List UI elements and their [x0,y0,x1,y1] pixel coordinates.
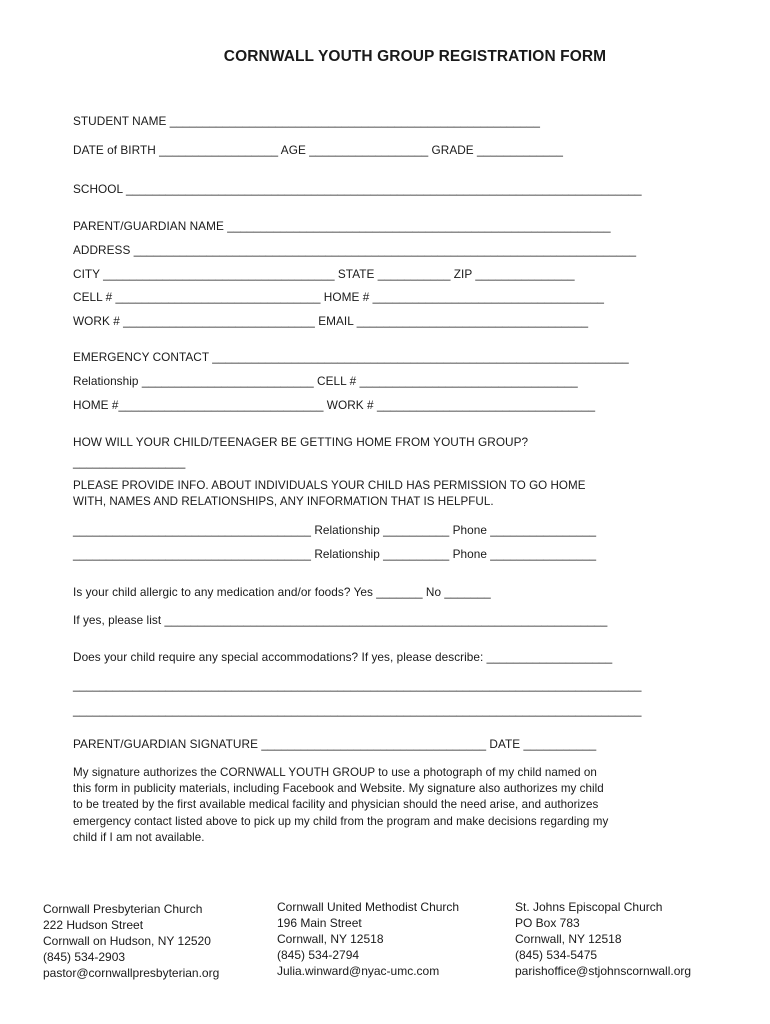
authorization-line: emergency contact listed above to pick up my child from the program and make decisions regarding my [73,814,609,828]
church-name: Cornwall United Methodist Church [277,900,460,914]
allergy-list-field: If yes, please list ___________________________________________________________________ [73,613,608,627]
address-field: ADDRESS ____________________________________________________________________________ [73,243,637,257]
city-state-zip-fields: CITY ___________________________________ STATE ___________ ZIP _______________ [73,267,575,281]
footer-episcopal-church [515,899,691,979]
relationship-cell-fields: Relationship __________________________ CELL # _________________________________ [73,374,578,388]
accommodations-blank-line: ______________________________________________________________________________________ [73,678,642,692]
permission-instructions-line: WITH, NAMES AND RELATIONSHIPS, ANY INFORMATION THAT IS HELPFUL. [73,495,494,509]
signature-date-fields: PARENT/GUARDIAN SIGNATURE __________________________________ DATE ___________ [73,737,597,751]
cell-home-fields: CELL # _______________________________ HOME # ___________________________________ [73,290,605,304]
authorization-line: child if I am not available. [73,830,205,844]
authorization-line: My signature authorizes the CORNWALL YOUTH GROUP to use a photograph of my child named on [73,766,597,779]
getting-home-blank: _________________ [73,455,186,469]
school-field: SCHOOL ______________________________________________________________________________ [73,182,642,196]
church-phone: (845) 534-2794 [277,948,360,962]
allergy-question: Is your child allergic to any medication and/or foods? Yes _______ No _______ [73,585,491,599]
authorization-line: to be treated by the first available medical facility and physician should the need arise, and authorizes [73,798,599,812]
student-name-field: STUDENT NAME ________________________________________________________ [73,114,540,128]
permission-person-1: ____________________________________ Relationship __________ Phone ________________ [73,523,597,537]
church-address: 196 Main Street [277,916,362,930]
getting-home-question: HOW WILL YOUR CHILD/TEENAGER BE GETTING HOME FROM YOUTH GROUP? [73,435,529,449]
authorization-line: this form in publicity materials, including Facebook and Website. My signature also authorizes my child [73,782,604,796]
church-city: Cornwall on Hudson, NY 12520 [43,934,211,948]
footer-presbyterian-church [43,901,219,981]
authorization-paragraph [73,765,608,846]
church-phone: (845) 534-5475 [515,948,598,962]
church-name: St. Johns Episcopal Church [515,900,663,914]
accommodations-blank-line: ______________________________________________________________________________________ [73,703,642,717]
work-email-fields: WORK # _____________________________ EMAIL ___________________________________ [73,314,589,328]
home-work-fields: HOME #_______________________________ WORK # _________________________________ [73,398,596,412]
church-phone: (845) 534-2903 [43,950,126,964]
form-title: CORNWALL YOUTH GROUP REGISTRATION FORM [223,48,607,65]
church-address: 222 Hudson Street [43,918,144,932]
permission-person-2: ____________________________________ Relationship __________ Phone ________________ [73,547,597,561]
emergency-contact-field: EMERGENCY CONTACT _______________________________________________________________ [73,350,629,364]
permission-instructions [73,478,586,510]
church-name: Cornwall Presbyterian Church [43,902,203,916]
permission-instructions-line: PLEASE PROVIDE INFO. ABOUT INDIVIDUALS YOUR CHILD HAS PERMISSION TO GO HOME [73,479,586,492]
church-email: parishoffice@stjohnscornwall.org [515,964,692,978]
accommodations-question: Does your child require any special accommodations? If yes, please describe: ___________________ [73,650,613,664]
dob-age-grade-fields: DATE of BIRTH __________________ AGE __________________ GRADE _____________ [73,143,563,157]
church-email: pastor@cornwallpresbyterian.org [43,966,220,980]
church-city: Cornwall, NY 12518 [515,932,622,946]
church-city: Cornwall, NY 12518 [277,932,384,946]
church-email: Julia.winward@nyac-umc.com [277,964,440,978]
footer-methodist-church [277,899,459,979]
church-address: PO Box 783 [515,916,580,930]
parent-guardian-name-field: PARENT/GUARDIAN NAME __________________________________________________________ [73,219,611,233]
